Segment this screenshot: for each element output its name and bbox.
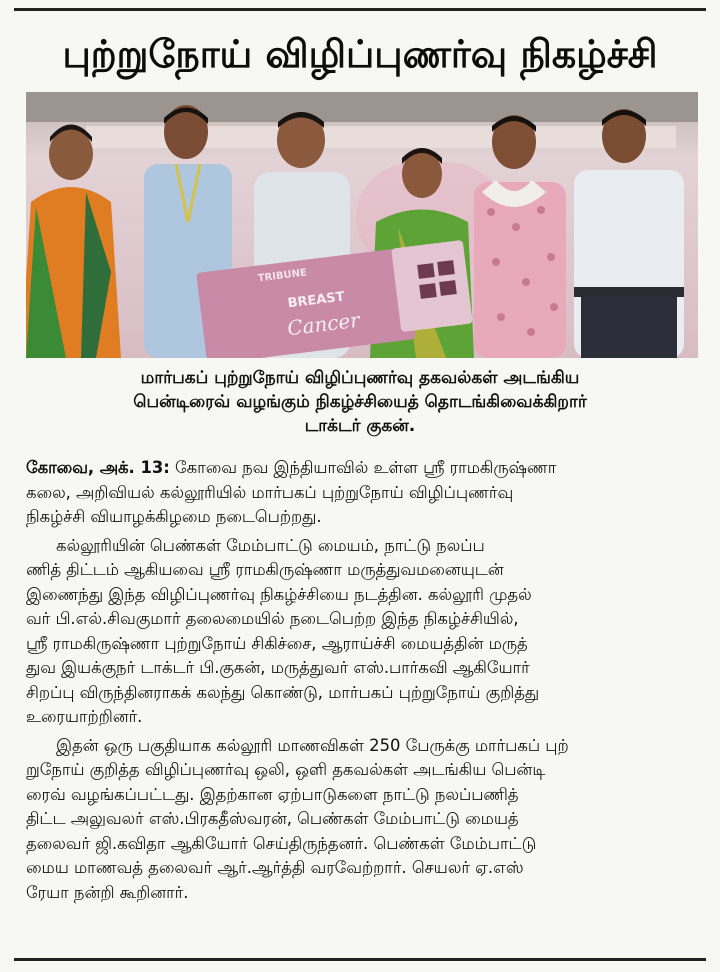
paragraph-line: ணித் திட்டம் ஆகியவை ஸ்ரீ ராமகிருஷ்ணா மருத்துவமனையுடன் xyxy=(26,560,504,579)
headline: புற்றுநோய் விழிப்புணர்வு நிகழ்ச்சி xyxy=(62,32,658,76)
paragraph-line: இதன் ஒரு பகுதியாக கல்லூரி மாணவிகள் 250 பேருக்கு மார்பகப் புற் xyxy=(56,735,569,755)
paragraph-line: நிகழ்ச்சி வியாழக்கிழமை நடைபெற்றது. xyxy=(26,507,322,526)
paragraph-line: துவ இயக்குநர் டாக்டர் பி.குகன், மருத்துவர் எஸ்.பார்கவி ஆகியோர் xyxy=(26,658,530,677)
dateline: கோவை, அக். 13: xyxy=(26,458,170,477)
bottom-rule xyxy=(14,958,706,961)
article-paragraph-2 xyxy=(26,534,694,730)
paragraph-line: கலை, அறிவியல் கல்லூரியில் மார்பகப் புற்றுநோய் விழிப்புணர்வு xyxy=(26,482,514,502)
kit-subtitle-text: Cancer xyxy=(285,307,361,341)
article-body xyxy=(26,456,694,909)
kit-title-text: BREAST xyxy=(286,289,346,312)
kit-banner-text: TRIBUNE xyxy=(257,267,308,285)
caption-line-3: டாக்டர் குகன். xyxy=(304,416,416,436)
paragraph-line: ஸ்ரீ ராமகிருஷ்ணா புற்றுநோய் சிகிச்சை, ஆராய்ச்சி மையத்தின் மருத் xyxy=(26,633,528,653)
caption-line-2: பென்டிரைவ் வழங்கும் நிகழ்ச்சியைத் தொடங்கிவைக்கிறார் xyxy=(133,392,587,412)
paragraph-line: தலைவர் ஜி.கவிதா ஆகியோர் செய்திருந்தனர். பெண்கள் மேம்பாட்டு xyxy=(26,833,537,853)
article-paragraph-1 xyxy=(26,456,694,530)
paragraph-line: கோவை நவ இந்தியாவில் உள்ள ஸ்ரீ ராமகிருஷ்ணா xyxy=(169,458,557,477)
paragraph-line: கல்லூரியின் பெண்கள் மேம்பாட்டு மையம், நாட்டு நலப்ப xyxy=(56,535,485,555)
photo-caption xyxy=(26,366,694,438)
paragraph-line: மைய மாணவத் தலைவர் ஆர்.ஆர்த்தி வரவேற்றார். செயலர் ஏ.எஸ் xyxy=(26,858,524,877)
paragraph-line: உரையாற்றினர். xyxy=(26,707,143,726)
paragraph-line: ரேயா நன்றி கூறினார். xyxy=(26,882,189,902)
article-paragraph-3 xyxy=(26,734,694,906)
paragraph-line: வர் பி.எல்.சிவகுமார் தலைமையில் நடைபெற்ற இந்த நிகழ்ச்சியில், xyxy=(26,609,519,628)
news-photo xyxy=(26,92,698,358)
paragraph-line: சிறப்பு விருந்தினராகக் கலந்து கொண்டு, மார்பகப் புற்றுநோய் குறித்து xyxy=(26,682,540,702)
paragraph-line: இணைந்து இந்த விழிப்புணர்வு நிகழ்ச்சியை நடத்தின. கல்லூரி முதல் xyxy=(26,584,532,604)
paragraph-line: றுநோய் குறித்த விழிப்புணர்வு ஒலி, ஒளி தகவல்கள் அடங்கிய பென்டி xyxy=(26,760,546,779)
paragraph-line: திட்ட அலுவலர் எஸ்.பிரகதீஸ்வரன், பெண்கள் மேம்பாட்டு மையத் xyxy=(26,809,519,828)
top-rule xyxy=(14,8,706,11)
caption-line-1: மார்பகப் புற்றுநோய் விழிப்புணர்வு தகவல்கள் அடங்கிய xyxy=(140,368,580,388)
paragraph-line: ரைவ் வழங்கப்பட்டது. இதற்கான ஏற்பாடுகளை நாட்டு நலப்பணித் xyxy=(26,784,519,804)
